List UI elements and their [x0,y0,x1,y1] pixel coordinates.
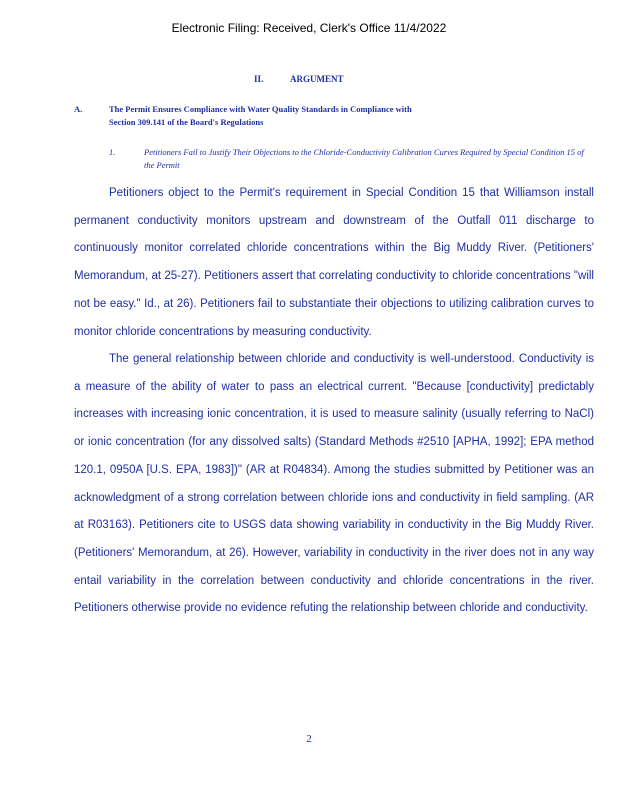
section-title: ARGUMENT [290,74,344,84]
subheading-a-letter: A. [74,104,83,114]
subheading-1-number: 1. [109,147,116,157]
subheading-a-text: The Permit Ensures Compliance with Water Quality Standards in Compliance with Section 309.141 of the Board's Regulations [109,104,412,127]
page-number: 2 [306,733,312,745]
subheading-1-text: Petitioners Fail to Justify Their Objections to the Chloride-Conductivity Calibration Curves Required by Special Condition 15 of the Permit [144,147,584,170]
paragraph-1: Petitioners object to the Permit's requirement in Special Condition 15 that Williamson install permanent conductivity monitors upstream and downstream of the Outfall 011 discharge to continuously monitor correlated chloride concentrations within the Big Muddy River. (Petitioners' Memorandum, at 25-27). Petitioners assert that correlating conductivity to chloride concentrations "will not be easy." Id., at 26). Petitioners fail to substantiate their objections to utilizing calibration curves to monitor chloride concentrations by measuring conductivity. [74,187,594,338]
paragraph-2: The general relationship between chloride and conductivity is well-understood. Conductivity is a measure of the ability of water to pass an electrical current. "Because [conductivity] predictably increases with increasing ionic concentration, it is used to measure salinity (usually referring to NaCl) or ionic concentration (for any dissolved salts) (Standard Methods #2510 [APHA, 1992]; EPA method 120.1, 0950A [U.S. EPA, 1983])" (AR at R04834). Among the studies submitted by Petitioner was an acknowledgment of a strong correlation between chloride ions and conductivity in field sampling. (AR at R03163). Petitioners cite to USGS data showing variability in conductivity in the Big Muddy River. (Petitioners' Memorandum, at 26). However, variability in conductivity in the river does not in any way entail variability in the correlation between conductivity and chloride concentrations in the river. Petitioners otherwise provide no evidence refuting the relationship between chloride and conductivity. [74,353,594,615]
section-number: II. [254,74,264,84]
filing-header: Electronic Filing: Received, Clerk's Office 11/4/2022 [171,21,447,35]
